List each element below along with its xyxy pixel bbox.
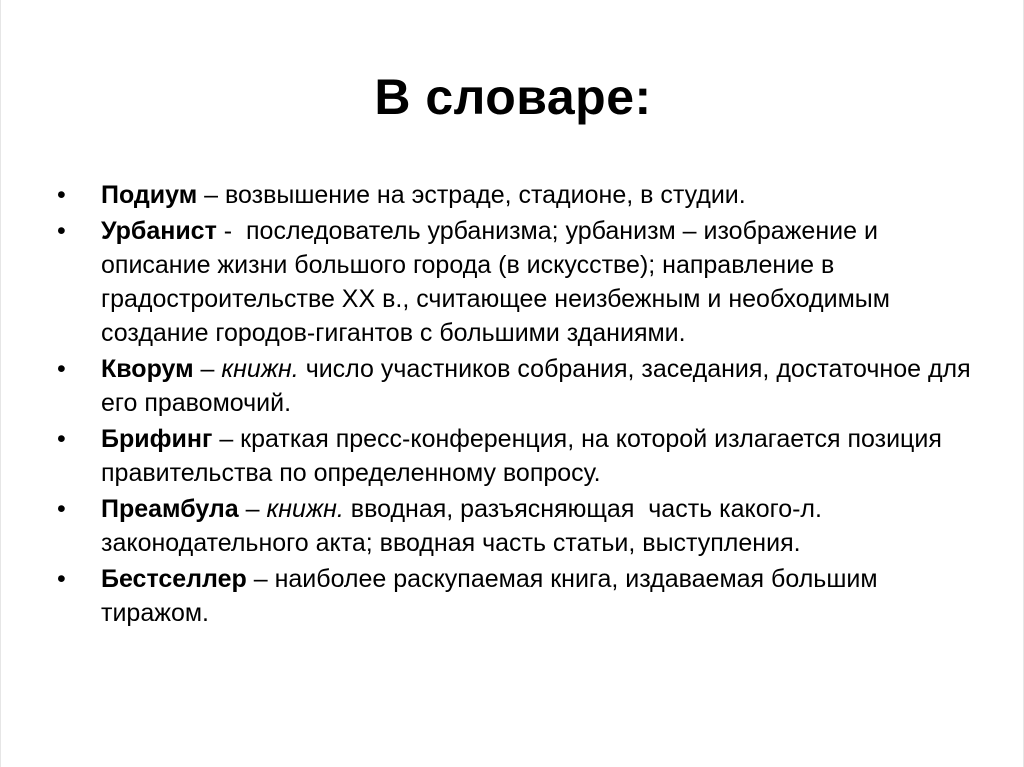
definition: вводная, разъясняющая часть какого-л. законодательного акта; вводная часть статьи, выступления. (101, 495, 829, 557)
bullet-icon: • (57, 217, 66, 245)
dictionary-list (57, 178, 987, 632)
term: Кворум (101, 355, 194, 383)
separator: – (246, 565, 275, 593)
definition: число участников собрания, заседания, достаточное для его правомочий. (101, 355, 971, 417)
list-item-quorum (57, 352, 987, 420)
term: Урбанист (101, 217, 217, 245)
separator: – (238, 495, 267, 523)
bullet-icon: • (57, 565, 66, 593)
term: Бестселлер (101, 565, 247, 593)
bullet-icon: • (57, 425, 66, 453)
separator: - (216, 217, 247, 245)
bullet-icon: • (57, 495, 66, 523)
definition: краткая пресс-конференция, на которой излагается позиция правительства по определенному вопросу. (101, 425, 942, 487)
list-item-briefing (57, 422, 987, 490)
definition: последователь урбанизма; урбанизм – изображение и описание жизни большого города (в искусстве); направление в градостроительстве XX в., считающее неизбежным и необходимым создание городов-гигантов с большими зданиями. (101, 217, 890, 347)
definition: наиболее раскупаемая книга, издаваемая большим тиражом. (101, 565, 878, 627)
separator: – (197, 181, 226, 209)
term: Преамбула (101, 495, 239, 523)
separator: – (193, 355, 222, 383)
slide-title: В словаре: (374, 69, 652, 125)
list-item-bestseller (57, 562, 987, 630)
definition: возвышение на эстраде, стадионе, в студии. (225, 181, 746, 209)
term: Подиум (101, 181, 198, 209)
list-item-preamble (57, 492, 987, 560)
list-item-urbanist (57, 214, 987, 350)
separator: – (212, 425, 241, 453)
bullet-icon: • (57, 355, 66, 383)
usage-note: книжн. (266, 495, 344, 523)
list-item-podium (57, 178, 987, 212)
term: Брифинг (101, 425, 213, 453)
bullet-icon: • (57, 181, 66, 209)
usage-note: книжн. (221, 355, 299, 383)
